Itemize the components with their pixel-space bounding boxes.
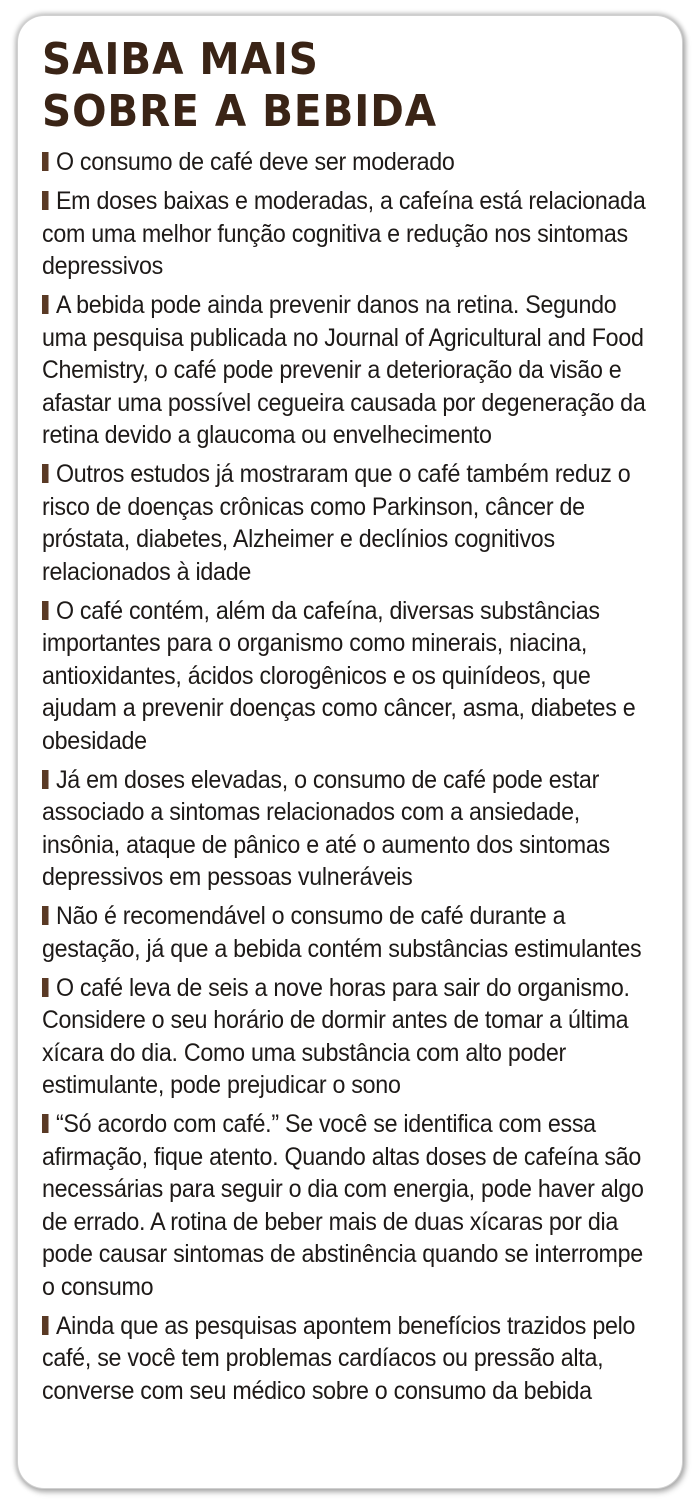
list-item-text: Outros estudos já mostraram que o café também reduz o risco de doenças crônicas como Parkinson, câncer de próstata, diabetes, Alzheimer e declínios cognitivos relacionados à idade [42, 460, 631, 586]
list-item [42, 458, 661, 588]
bullet-icon [42, 191, 49, 210]
box-title: SAIBA MAIS SOBRE A BEBIDA [42, 34, 437, 137]
list-item-text: O café contém, além da cafeína, diversas substâncias importantes para o organismo como minerais, niacina, antioxidantes, ácidos clorogênicos e os quinídeos, que ajudam a prevenir doenças como câncer, asma, diabetes e obesidade [42, 596, 636, 755]
bullet-icon [42, 152, 49, 171]
list-item-text: “Só acordo com café.” Se você se identifica com essa afirmação, fique atento. Quando altas doses de cafeína são necessárias para seguir o dia com energia, pode haver algo de errado. A rotina de beber mais de duas xícaras por dia pode causar sintomas de abstinência quando se interrompe o consumo [42, 1110, 644, 1301]
bullet-icon [42, 906, 49, 925]
list-item [42, 146, 661, 179]
list-item [42, 185, 661, 283]
list-item-text: Em doses baixas e moderadas, a cafeína está relacionada com uma melhor função cognitiva e redução nos sintomas depressivos [42, 187, 646, 280]
info-box [18, 16, 682, 1488]
bullet-icon [42, 978, 49, 997]
bullet-icon [42, 601, 49, 620]
list-item [42, 289, 661, 452]
list-item-text: Ainda que as pesquisas apontem benefícios trazidos pelo café, se você tem problemas cardíacos ou pressão alta, converse com seu médico sobre o consumo da bebida [42, 1311, 636, 1405]
list-item-text: O consumo de café deve ser moderado [55, 148, 455, 176]
bullet-icon [42, 295, 49, 314]
list-item [42, 595, 661, 758]
bullet-icon [42, 770, 49, 789]
list-item [42, 764, 661, 894]
bullet-icon [42, 1316, 49, 1335]
list-item [42, 972, 661, 1102]
list-item [42, 1310, 661, 1408]
list-item-text: Não é recomendável o consumo de café durante a gestação, já que a bebida contém substâncias estimulantes [42, 902, 642, 963]
list-item-text: A bebida pode ainda prevenir danos na retina. Segundo uma pesquisa publicada no Journal of Agricultural and Food Chemistry, o café pode prevenir a deterioração da visão e afastar uma possível cegueira causada por degeneração da retina devido a glaucoma ou envelhecimento [42, 291, 646, 449]
list-item-text: O café leva de seis a nove horas para sair do organismo. Considere o seu horário de dormir antes de tomar a última xícara do dia. Como uma substância com alto poder estimulante, pode prejudicar o sono [42, 973, 630, 1099]
list-item-text: Já em doses elevadas, o consumo de café pode estar associado a sintomas relacionados com a ansiedade, insônia, ataque de pânico e até o aumento dos sintomas depressivos em pessoas vulneráveis [42, 765, 610, 891]
list-item [42, 1108, 661, 1303]
bullet-icon [42, 464, 49, 483]
facts-list [42, 146, 664, 1407]
list-item [42, 900, 661, 965]
bullet-icon [42, 1114, 49, 1133]
